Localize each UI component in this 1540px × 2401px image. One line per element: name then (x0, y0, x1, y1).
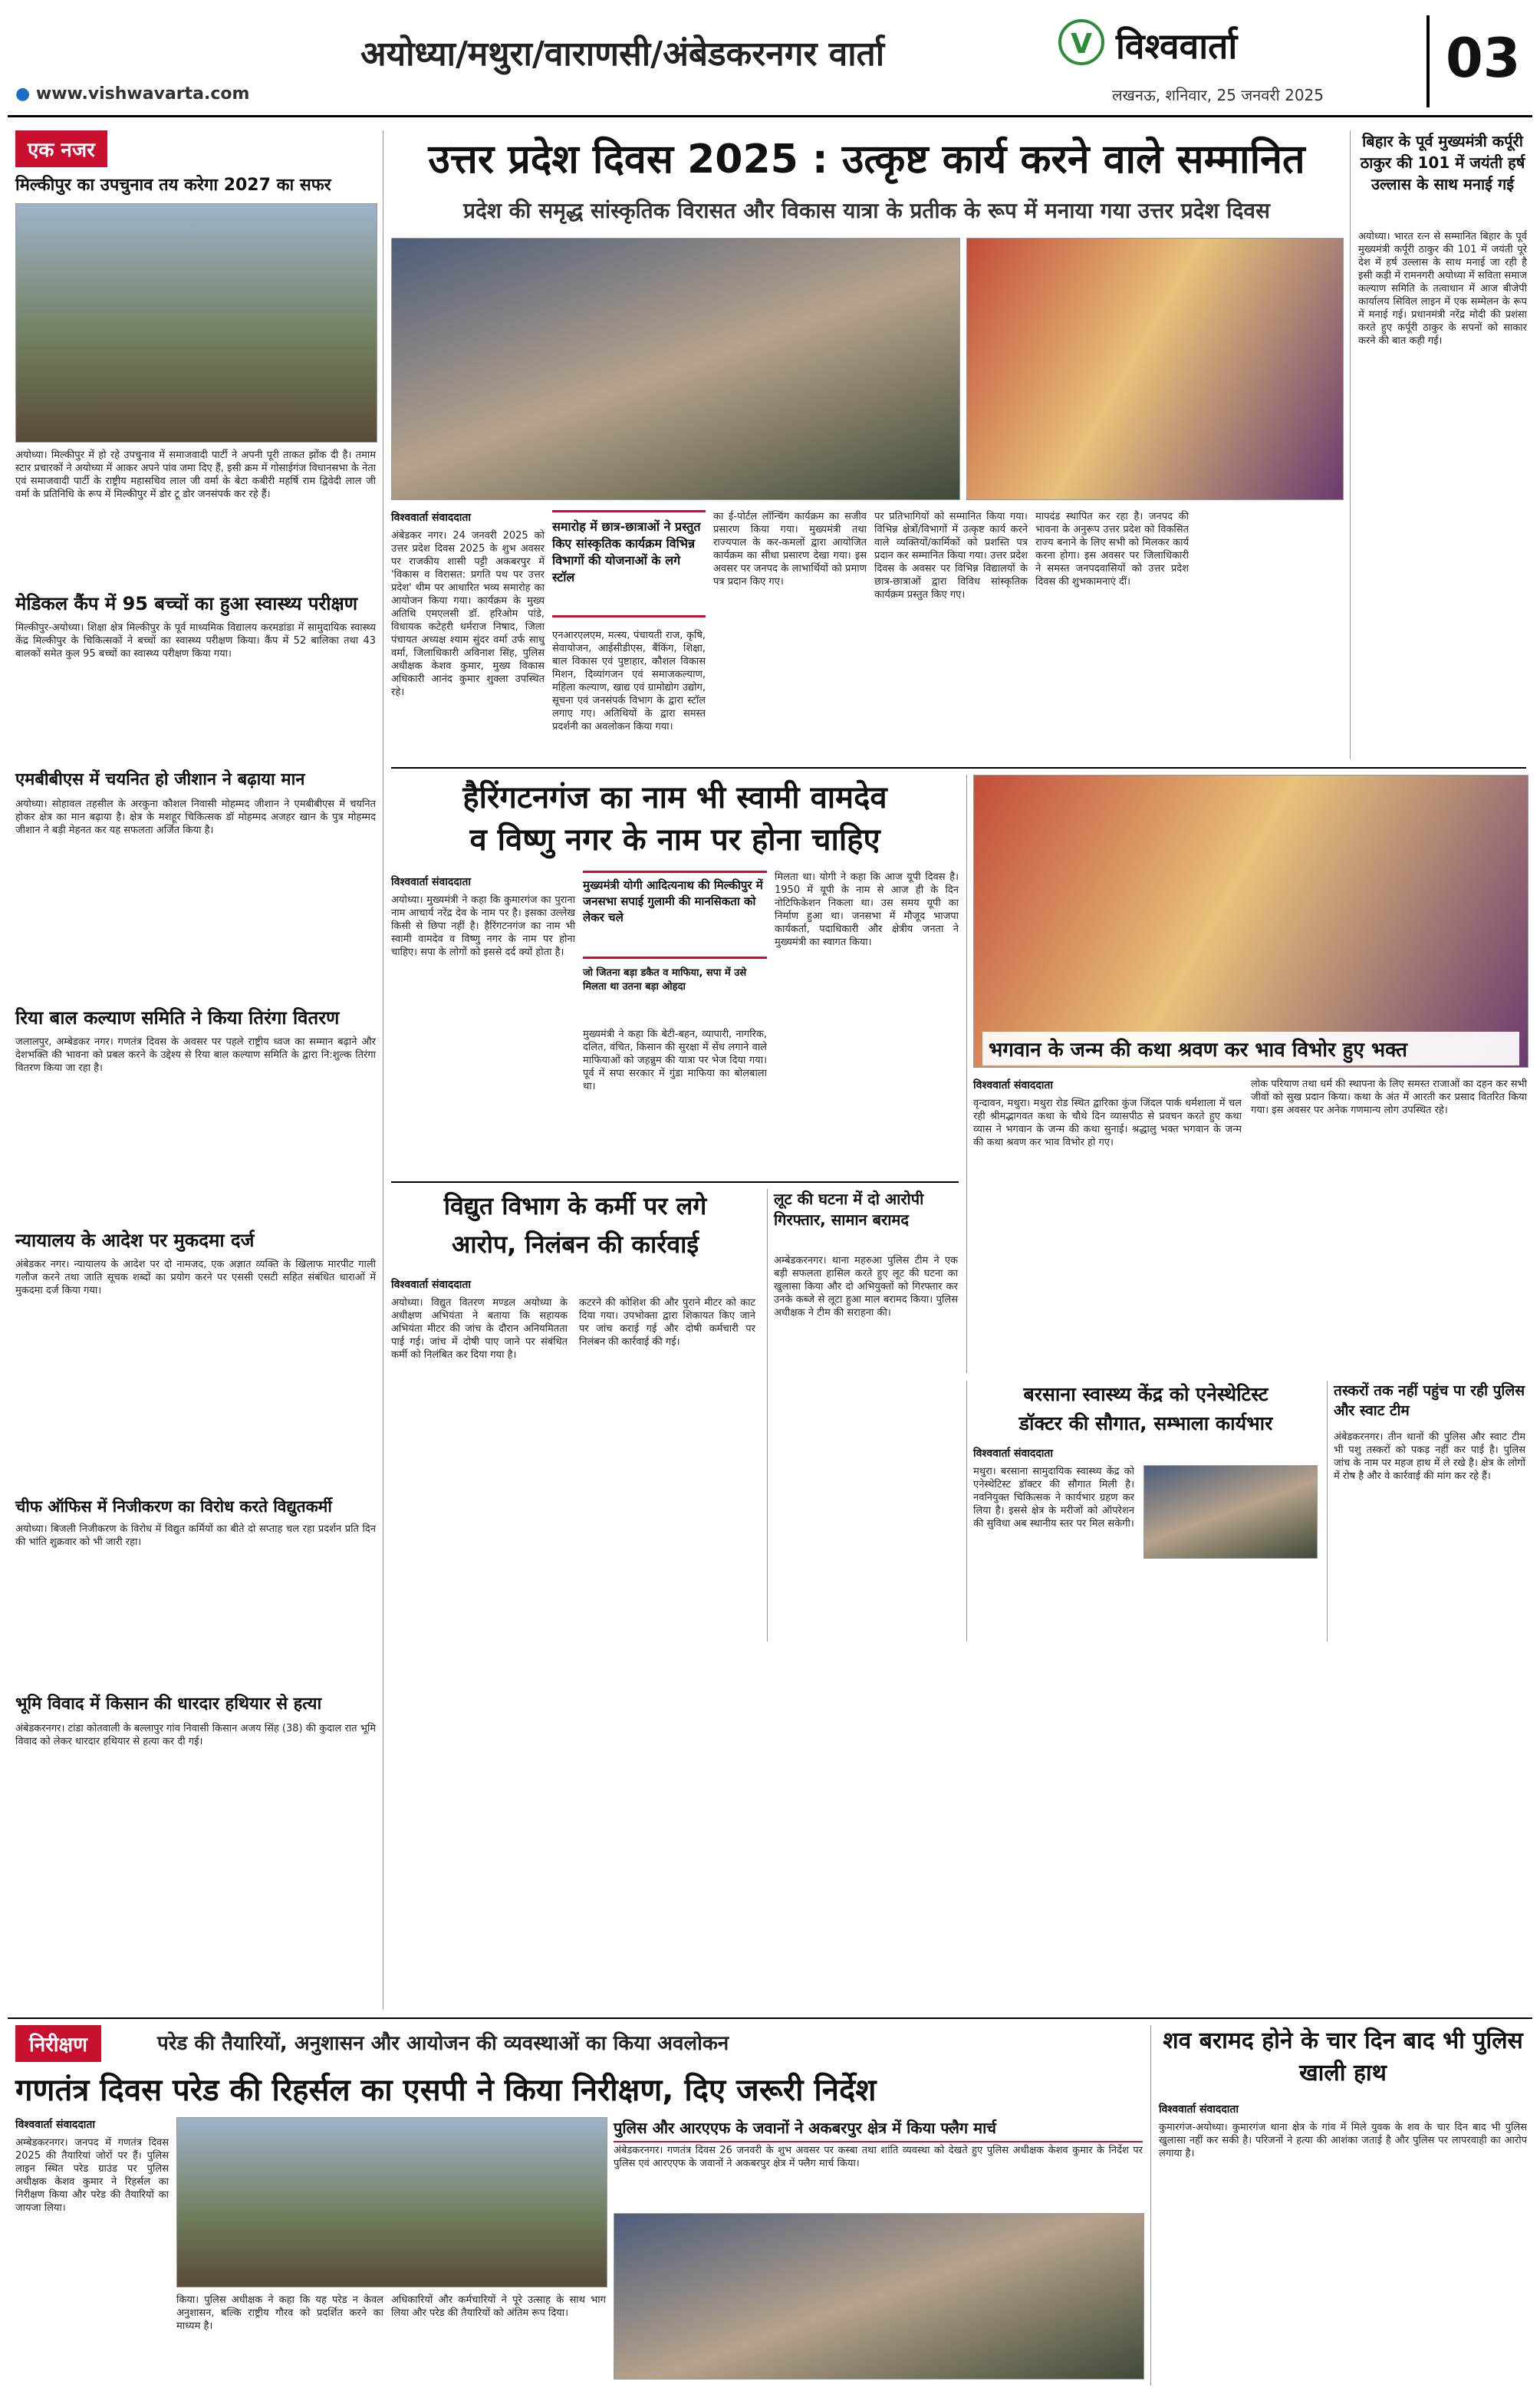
taskar-body: अंबेडकरनगर। तीन थानों की पुलिस और स्वाट टीम भी पशु तस्करों को पकड़ नहीं कर पाई है। पुलिस जांच के नाम पर महज हाथ में ले रखे है। क्षेत्र के लोगों में रोष है और वे कार्रवाई की मांग कर रहे हैं। (1334, 1431, 1525, 1482)
header-rule (8, 115, 1532, 117)
flag-march-photo (614, 2213, 1144, 2380)
story-body: अयोध्या। बिजली निजीकरण के विरोध में विद्युत कर्मियों का बीते दो सप्ताह चल रहा प्रदर्शन प्रति दिन की भांति शुक्रवार को भी जारी रहा। (15, 1523, 376, 1548)
flag-march-title: पुलिस और आरएएफ के जवानों ने अकबरपुर क्षेत्र में किया फ्लैग मार्च (614, 2117, 1143, 2142)
story2-headline-line1: हैरिंगटनगंज का नाम भी स्वामी वामदेव (462, 780, 887, 815)
lead-pullquote: समारोह में छात्र-छात्राओं ने प्रस्तुत किए सांस्कृतिक कार्यक्रम विभिन्न विभागों की योजनाओं के लगे स्टॉल (552, 510, 706, 618)
story2-pullquote: मुख्यमंत्री योगी आदित्यनाथ की मिल्कीपुर में जनसभा सपाई गुलामी की मानसिकता को लेकर चले (583, 871, 767, 959)
left-column (15, 130, 383, 2010)
story-bhagwan (966, 775, 1526, 1373)
story-harringtonganj (391, 775, 959, 1174)
vidyut-byline: विश्ववार्ता संवाददाता (391, 1279, 472, 1291)
lead-story (391, 130, 1342, 759)
parade-section (15, 2025, 1143, 2386)
story2-col: मिलता था। योगी ने कहा कि आज यूपी दिवस है। 1950 में यूपी के नाम से आज ही के दिन नोटिफिकेशन निकला था। उस समय यूपी का निर्माण हुआ था। जनसभा में मौजूद भाजपा कार्यकर्ता, पदाधिकारी और क्षेत्रीय जनता ने मुख्यमंत्री का स्वागत किया। (775, 871, 959, 948)
story-title: चीफ ऑफिस में निजीकरण का विरोध करते विद्युतकर्मी (15, 1497, 332, 1516)
bhagwan-byline: विश्ववार्ता संवाददाता (973, 1079, 1054, 1092)
right-top-body: अयोध्या। भारत रत्न से सम्मानित बिहार के पूर्व मुख्यमंत्री कर्पूरी ठाकुर की 101 में जयंती पूरे देश में हर्ष उल्लास के साथ मनाई जा रही है इसी कड़ी में रामनगरी अयोध्या में सविता समाज कल्याण समिति के तत्वाधान में आज बीजेपी कार्यालय सिविल लाइन में एक सम्मेलन के रूप में मनाई गई। प्रधानमंत्री नरेंद्र मोदी की प्रशंसा करते हुए कर्पूरी ठाकुर के सपनों को साकार करने की बात कही गई। (1358, 231, 1527, 347)
brand-name: विश्ववार्ता (1116, 25, 1238, 67)
story-barsana (966, 1381, 1319, 1642)
lead-subhead: प्रदेश की समृद्ध सांस्कृतिक विरासत और विकास यात्रा के प्रतीक के रूप में मनाया गया उत्तर प्रदेश दिवस (463, 198, 1270, 223)
barsana-body: मथुरा। बरसाना सामुदायिक स्वास्थ्य केंद्र को एनेस्थेटिस्ट डॉक्टर की सौगात मिली है। नवनियुक्त चिकित्सक ने कार्यभार ग्रहण कर लिया है। इससे क्षेत्र के मरीजों को ऑपरेशन की सुविधा अब स्थानीय स्तर पर मिल सकेगी। (973, 1466, 1134, 1530)
parade-col: किया। पुलिस अधीक्षक ने कहा कि यह परेड न केवल अनुशासन, बल्कि राष्ट्रीय गौरव को प्रदर्शित करने का माध्यम है। (176, 2294, 383, 2332)
story-body: अंबेडकर नगर। न्यायालय के आदेश पर दो नामजद, एक अज्ञात व्यक्ति के खिलाफ मारपीट गाली गलौज करने तथा जाति सूचक शब्दों का प्रयोग करने पर एससी एसटी सहित संबंधित धाराओं में मुकदमा दर्ज किया गया। (15, 1259, 376, 1296)
barsana-byline: विश्ववार्ता संवाददाता (973, 1448, 1054, 1460)
lead-col: का ई-पोर्टल लॉन्चिंग कार्यक्रम का सजीव प्रसारण किया गया। मुख्यमंत्री तथा राज्यपाल के कर-कमलों द्वारा आयोजित कार्यक्रम का सीधा प्रसारण देखा गया। इस अवसर पर जनपद के लाभार्थियों को प्रमाण पत्र प्रदान किए गए। (713, 511, 867, 588)
story-shav (1150, 2025, 1526, 2386)
story-photo (973, 775, 1528, 1068)
parade-headline: गणतंत्र दिवस परेड की रिहर्सल का एसपी ने किया निरीक्षण, दिए जरूरी निर्देश (15, 2073, 877, 2108)
ek-nazar-tag: एक नजर (15, 130, 107, 167)
website-url[interactable]: ● www.vishwavarta.com (15, 84, 250, 104)
shav-body: कुमारगंज-अयोध्या। कुमारगंज थाना क्षेत्र के गांव में मिले युवक के शव के चार दिन बाद भी पुलिस खुलासा नहीं कर सकी है। परिजनों ने हत्या की आशंका जताई है और पुलिस पर लापरवाही का आरोप लगाया है। (1159, 2122, 1527, 2159)
lead-headline: उत्तर प्रदेश दिवस 2025 : उत्कृष्ट कार्य करने वाले सम्मानित (428, 137, 1305, 183)
shav-headline: शव बरामद होने के चार दिन बाद भी पुलिस खाली हाथ (1163, 2027, 1523, 2086)
story2-col: अयोध्या। मुख्यमंत्री ने कहा कि कुमारगंज का पुराना नाम आचार्य नरेंद्र देव के नाम पर है। इसका उल्लेख किसी से छिपा नहीं है। हैरिंगटनगंज का नाम भी स्वामी वामदेव व विष्णु नगर के नाम पर होना चाहिए। सपा के लोगों को इससे दर्द क्यों होता है। (391, 894, 575, 958)
lead-col: मापदंड स्थापित कर रहा है। जनपद की भावना के अनुरूप उत्तर प्रदेश को विकसित राज्य बनाने के लिए सभी को मिलकर कार्य करना होगा। इस अवसर पर जिलाधिकारी ने समस्त जनपदवासियों को उत्तर प्रदेश दिवस की शुभकामनाएं दीं। (1035, 511, 1189, 588)
story-title: मिल्कीपुर का उपचुनाव तय करेगा 2027 का सफर (15, 176, 331, 195)
taskar-headline: तस्करों तक नहीं पहुंच पा रही पुलिस और स्वाट टीम (1334, 1382, 1525, 1419)
parade-subhead: परेड की तैयारियों, अनुशासन और आयोजन की व्यवस्थाओं का किया अवलोकन (157, 2032, 729, 2055)
right-top-headline: बिहार के पूर्व मुख्यमंत्री कर्पूरी ठाकुर की 101 में जयंती हर्ष उल्लास के साथ मनाई गई (1360, 132, 1525, 193)
story-title: न्यायालय के आदेश पर मुकदमा दर्ज (15, 1230, 255, 1251)
flag-march-body: अंबेडकरनगर। गणतंत्र दिवस 26 जनवरी के शुभ अवसर पर कस्बा तथा शांति व्यवस्था को देखते हुए पुलिस अधीक्षक केशव कुमार के निर्देश पर पुलिस एवं आरएएफ के जवानों ने अकबरपुर क्षेत्र में फ्लैग मार्च किया। (614, 2145, 1143, 2169)
section-rule (391, 767, 1526, 769)
section-rule (391, 1181, 959, 1183)
web-icon: ● (15, 84, 31, 104)
bhagwan-headline: भगवान के जन्म की कथा श्रवण कर भाव विभोर हुए भक्त (982, 1032, 1519, 1065)
dateline: लखनऊ, शनिवार, 25 जनवरी 2025 (1112, 86, 1324, 104)
header-divider (1426, 15, 1430, 107)
story-body: मिल्कीपुर-अयोध्या। शिक्षा क्षेत्र मिल्कीपुर के पूर्व माध्यमिक विद्यालय करमडांडा में सामुदायिक स्वास्थ्य केंद्र मिल्कीपुर के चिकित्सकों ने बच्चों का स्वास्थ्य परीक्षण किया। कैंप में 52 बालिका तथा 43 बालकों समेत कुल 95 बच्चों का स्वास्थ्य परीक्षण किया गया। (15, 622, 376, 660)
section-title: अयोध्या/मथुरा/वाराणसी/अंबेडकरनगर वार्ता (360, 35, 885, 74)
lead-photo-2 (966, 238, 1344, 500)
story-body: अंबेडकरनगर। टांडा कोतवाली के बल्लापुर गांव निवासी किसान अजय सिंह (38) की कुदाल रात भूमि विवाद को लेकर धारदार हथियार से हत्या कर दी गई। (15, 1723, 376, 1747)
lead-col: पर प्रतिभागियों को सम्मानित किया गया। विभिन्न क्षेत्रों/विभागों में उत्कृष्ट कार्य करने वाले व्यक्तियों/कार्मिकों को प्रशस्ति पत्र प्रदान कर सम्मानित किया गया। उत्तर प्रदेश दिवस के अवसर पर विभिन्न विद्यालयों के छात्र-छात्राओं द्वारा विविध सांस्कृतिक कार्यक्रम प्रस्तुत किए गए। (874, 511, 1028, 601)
nirikshan-tag: निरीक्षण (15, 2025, 101, 2062)
parade-col: अधिकारियों और कर्मचारियों ने पूरे उत्साह के साथ भाग लिया और परेड की तैयारियों को अंतिम रूप दिया। (391, 2294, 606, 2319)
story-body: अयोध्या। मिल्कीपुर में हो रहे उपचुनाव में समाजवादी पार्टी ने अपनी पूरी ताकत झोंक दी है। तमाम स्टार प्रचारकों ने अयोध्या में आकर अपने पांव जमा दिए हैं, इसी क्रम में गोसाईगंज विधानसभा के नेता एवं समाजवादी पार्टी के राष्ट्रीय महासचिव लाल जी वर्मा के बेटा कबीरी महर्षि राम द्विवेदी लाल जी वर्मा के प्रतिनिधि के रूप में मिल्कीपुर में डोर टू डोर जनसंपर्क कर रहे हैं। (15, 450, 376, 500)
page-number: 03 (1446, 27, 1521, 90)
parade-photo (176, 2117, 607, 2287)
story-loot (767, 1189, 959, 1642)
lead-byline: विश्ववार्ता संवाददाता (391, 512, 472, 524)
section-rule (8, 2017, 1532, 2019)
lead-col: एनआरएलएम, मत्स्य, पंचायती राज, कृषि, सेवायोजन, आईसीडीएस, बैंकिंग, शिक्षा, बाल विकास एवं पुष्टाहार, कौशल विकास मिशन, दिव्यांगजन एवं समाजकल्याण, महिला कल्याण, खाद्य एवं ग्रामोद्योग उद्योग, सूचना एवं जनसंपर्क विभाग के द्वारा स्टॉल लगाए गए। अतिथियों के द्वारा समस्त प्रदर्शनी का अवलोकन किया गया। (552, 630, 706, 733)
story-taskar (1327, 1381, 1526, 1642)
story-title: भूमि विवाद में किसान की धारदार हथियार से हत्या (15, 1695, 322, 1714)
parade-col: अम्बेडकरनगर। जनपद में गणतंत्र दिवस 2025 की तैयारियां जोरों पर हैं। पुलिस लाइन स्थित परेड ग्राउंड पर पुलिस अधीक्षक केशव कुमार ने रिहर्सल का निरीक्षण किया और परेड की तैयारियों का जायजा लिया। (15, 2137, 169, 2214)
loot-body: अम्बेडकरनगर। थाना महरुआ पुलिस टीम ने एक बड़ी सफलता हासिल करते हुए लूट की घटना का खुलासा किया और दो अभियुक्तों को गिरफ्तार कर उनके कब्जे से लूटा हुआ माल बरामद किया। पुलिस अधीक्षक ने टीम की सराहना की। (774, 1255, 958, 1319)
story-photo (15, 203, 377, 443)
vidyut-col: कटरने की कोशिश की और पुराने मीटर को काट दिया गया। उपभोक्ता द्वारा शिकायत किए जाने पर जांच कराई गई और दोषी कर्मचारी पर निलंबन की कार्रवाई की गई। (579, 1297, 755, 1348)
story-body: जलालपुर, अम्बेडकर नगर। गणतंत्र दिवस के अवसर पर पहले राष्ट्रीय ध्वज का सम्मान बढ़ाने और देशभक्ति की भावना को प्रबल करने के उद्देश्य से रिया बाल कल्याण समिति के द्वारा नि:शुल्क तिरंगा वितरण किया जा रहा है। (15, 1036, 376, 1074)
story-photo (1143, 1465, 1318, 1559)
barsana-headline-line2: डॉक्टर की सौगात, सम्भाला कार्यभार (1018, 1412, 1273, 1434)
right-top-story (1350, 130, 1526, 759)
site-header (0, 0, 1540, 115)
story-title: मेडिकल कैंप में 95 बच्चों का हुआ स्वास्थ्य परीक्षण (15, 593, 358, 614)
shav-byline: विश्ववार्ता संवाददाता (1159, 2103, 1239, 2116)
story2-byline: विश्ववार्ता संवाददाता (391, 876, 472, 888)
brand-logo: V (1058, 19, 1104, 65)
lead-col: अंबेडकर नगर। 24 जनवरी 2025 को उत्तर प्रदेश दिवस 2025 के शुभ अवसर पर राजकीय शासी पट्टी अकबरपुर में 'विकास व विरासत: प्रगति पथ पर उत्तर प्रदेश' थीम पर आधारित भव्य समारोह का आयोजन किया गया। कार्यक्रम के मुख्य अतिथि एमएलसी डॉ. हरिओम पांडे, विधायक कटेहरी धर्मराज निषाद, जिला पंचायत अध्यक्ष श्याम सुंदर वर्मा उर्फ साधु वर्मा, जिलाधिकारी अविनाश सिंह, पुलिस अधीक्षक केशव कुमार, मुख्य विकास अधिकारी आनंद कुमार शुक्ला उपस्थित रहे। (391, 530, 545, 698)
story-body: अयोध्या। सोहावल तहसील के अरकुना कौशल निवासी मोहम्मद जीशान ने एमबीबीएस में चयनित होकर क्षेत्र का मान बढ़ाया है। क्षेत्र के मशहूर चिकित्सक डॉ मोहम्मद अजहर खान के पुत्र मोहम्मद जीशान ने बड़ी मेहनत कर यह सफलता अर्जित किया है। (15, 799, 376, 836)
loot-headline: लूट की घटना में दो आरोपी गिरफ्तार, सामान बरामद (774, 1190, 924, 1229)
bhagwan-col: लोक परियाण तथा धर्म की स्थापना के लिए समस्त राजाओं का दहन कर सभी जीवों को सुख प्रदान किया। कथा के अंत में आरती कर प्रसाद वितरित किया गया। इस अवसर पर अनेक गणमान्य लोग उपस्थित रहे। (1251, 1079, 1527, 1116)
story-title: एमबीबीएस में चयनित हो जीशान ने बढ़ाया मान (15, 770, 305, 789)
story2-col: मुख्यमंत्री ने कहा कि बेटी-बहन, व्यापारी, नागरिक, दलित, वंचित, किसान की सुरक्षा में सेंध लगाने वाले माफियाओं को जहन्नुम की यात्रा पर भेज दिया गया। पूर्व में सपा सरकार में गुंडा माफिया का बोलबाला था। (583, 1029, 767, 1092)
vidyut-headline-line2: आरोप, निलंबन की कार्रवाई (451, 1230, 699, 1259)
parade-byline: विश्ववार्ता संवाददाता (15, 2119, 96, 2131)
barsana-headline-line1: बरसाना स्वास्थ्य केंद्र को एनेस्थेटिस्ट (1023, 1383, 1269, 1405)
lead-photo (391, 238, 960, 500)
story-vidyut (391, 1189, 759, 1642)
bhagwan-col: वृन्दावन, मथुरा। मथुरा रोड स्थित द्वारिका कुंज जिंदल पार्क धर्मशाला में चल रही श्रीमद्भागवत कथा के चौथे दिन व्यासपीठ से प्रवचन करते हुए कथा व्यास ने भगवान के जन्म की कथा सुनाई। श्रद्धालु भक्त भगवान के जन्म की कथा श्रवण कर भाव विभोर हो गए। (973, 1098, 1242, 1148)
story2-headline-line2: व विष्णु नगर के नाम पर होना चाहिए (469, 822, 880, 858)
story-title: रिया बाल कल्याण समिति ने किया तिरंगा वितरण (15, 1007, 340, 1029)
vidyut-headline-line1: विद्युत विभाग के कर्मी पर लगे (443, 1191, 707, 1220)
story2-pullquote-2: जो जितना बड़ा डकैत व माफिया, सपा में उसे मिलता था उतना बड़ा ओहदा (583, 967, 747, 993)
vidyut-col: अयोध्या। विद्युत वितरण मण्डल अयोध्या के अधीक्षण अभियंता ने बताया कि सहायक अभियंता मीटर की जांच के दौरान अनियमितता पाई गई। जांच में दोषी पाए जाने पर संबंधित कर्मी को निलंबित कर दिया गया है। (391, 1297, 568, 1361)
